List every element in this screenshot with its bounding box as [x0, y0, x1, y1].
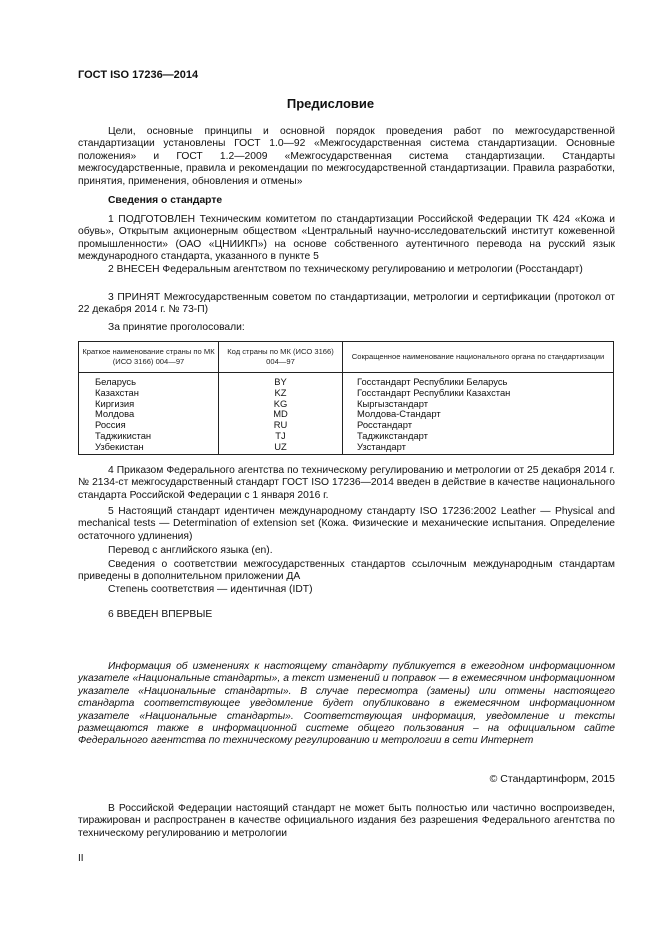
country-code: KZ: [219, 388, 343, 399]
page-number: II: [78, 853, 84, 864]
references-note: Сведения о соответствии межгосударственных стандартов ссылочным международным стандартам приведены в дополнительном приложении ДА: [78, 559, 615, 583]
changes-notice: Информация об изменениях к настоящему стандарту публикуется в ежегодном информационном указателе «Национальные стандарты», а текст изменений и поправок — в ежемесячном информационном указателе «Национальные стандарты». В случае пересмотра (замены) или отмены настоящего стандарта соответствующее уведомление будет опубликовано в ежемесячном информационном указателе «Национальные стандарты». Соответствующая информация, уведомление и тексты размещаются также в информационной системе общего пользования – на официальном сайте Федерального агентства по техническому регулированию и метрологии в сети Интернет: [78, 661, 615, 747]
item-5: 5 Настоящий стандарт идентичен международному стандарту ISO 17236:2002 Leather — Physical and mechanical tests — Determination of extension set (Кожа. Физические и механические испытания. Определение остаточного удлинения): [78, 506, 615, 542]
standards-body: Таджикстандарт: [343, 431, 614, 442]
page-title: Предисловие: [286, 96, 375, 111]
standards-body: Кыргызстандарт: [343, 399, 614, 410]
countries-table: [78, 341, 614, 455]
table-header-code: Код страны по МК (ИСО 3166) 004—97: [219, 342, 343, 373]
standards-body: Росстандарт: [343, 420, 614, 431]
table-row: [79, 431, 614, 442]
table-row: [79, 420, 614, 431]
table-row: [79, 409, 614, 420]
item-3: 3 ПРИНЯТ Межгосударственным советом по стандартизации, метрологии и сертификации (протокол от 22 декабря 2014 г. № 73-П): [78, 292, 615, 316]
document-code-header: ГОСТ ISO 17236—2014: [78, 69, 199, 81]
country-name: Таджикистан: [79, 431, 219, 442]
item-4: 4 Приказом Федерального агентства по техническому регулированию и метрологии от 25 декабря 2014 г. № 2134-ст межгосударственный стандарт ГОСТ ISO 17236—2014 введен в действие в качестве национального стандарта Российской Федерации с 1 января 2016 г.: [78, 465, 615, 501]
table-header-row: [79, 342, 614, 373]
country-name: Россия: [79, 420, 219, 431]
section-heading: Сведения о стандарте: [108, 195, 223, 206]
table-row: [79, 388, 614, 399]
country-name: Молдова: [79, 409, 219, 420]
translation-note: Перевод с английского языка (en).: [108, 545, 273, 556]
standards-body: Госстандарт Республики Казахстан: [343, 388, 614, 399]
standards-body: Госстандарт Республики Беларусь: [343, 373, 614, 388]
standards-body: Узстандарт: [343, 442, 614, 454]
conformity-degree: Степень соответствия — идентичная (IDT): [108, 584, 313, 595]
standards-body: Молдова-Стандарт: [343, 409, 614, 420]
country-name: Киргизия: [79, 399, 219, 410]
table-header-body: Сокращенное наименование национального органа по стандартизации: [343, 342, 614, 373]
country-code: MD: [219, 409, 343, 420]
table-header-country: Краткое наименование страны по МК (ИСО 3166) 004—97: [79, 342, 219, 373]
intro-paragraph: Цели, основные принципы и основной порядок проведения работ по межгосударственной стандартизации установлены ГОСТ 1.0—92 «Межгосударственная система стандартизации. Основные положения» и ГОСТ 1.2—2009 «Межгосударственная система стандартизации. Стандарты межгосударственные, правила и рекомендации по межгосударственной стандартизации. Правила разработки, принятия, применения, обновления и отмены»: [78, 126, 615, 187]
country-code: TJ: [219, 431, 343, 442]
country-code: KG: [219, 399, 343, 410]
country-name: Казахстан: [79, 388, 219, 399]
table-row: [79, 399, 614, 410]
country-name: Беларусь: [79, 373, 219, 388]
table-row: [79, 442, 614, 454]
item-6: 6 ВВЕДЕН ВПЕРВЫЕ: [108, 609, 213, 620]
item-1: 1 ПОДГОТОВЛЕН Техническим комитетом по стандартизации Российской Федерации ТК 424 «Кожа и обувь», Открытым акционерным обществом «Центральный научно-исследовательский институт кожевенной промышленности» (ОАО «ЦНИИКП») на основе собственного аутентичного перевода на русский язык международного стандарта, указанного в пункте 5: [78, 214, 615, 263]
item-2: 2 ВНЕСЕН Федеральным агентством по техническому регулированию и метрологии (Росстандарт): [108, 264, 583, 275]
copyright-line: © Стандартинформ, 2015: [489, 773, 615, 785]
country-code: UZ: [219, 442, 343, 454]
reproduction-restriction: В Российской Федерации настоящий стандарт не может быть полностью или частично воспроизведен, тиражирован и распространен в качестве официального издания без разрешения Федерального агентства по техническому регулированию и метрологии: [78, 803, 615, 839]
country-code: BY: [219, 373, 343, 388]
country-code: RU: [219, 420, 343, 431]
voted-label: За принятие проголосовали:: [108, 322, 245, 333]
country-name: Узбекистан: [79, 442, 219, 454]
table-row: [79, 373, 614, 388]
